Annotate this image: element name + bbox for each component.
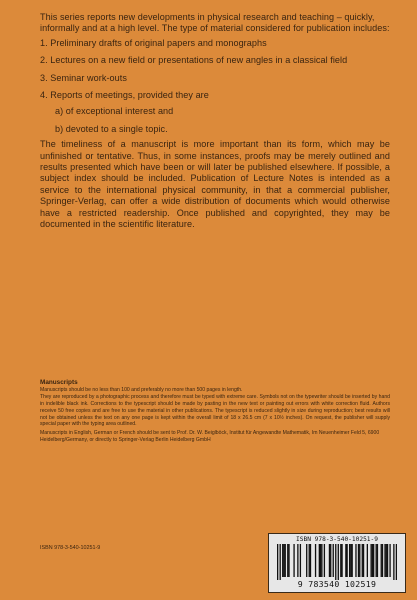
meeting-conditions-list (55, 106, 390, 135)
manuscripts-length: Manuscripts should be no less than 100 and preferably no more than 500 pages in length. (40, 386, 243, 393)
barcode-bar (315, 544, 316, 577)
isbn-text: ISBN 978-3-540-10251-9 (40, 545, 101, 551)
barcode-bar (297, 544, 298, 577)
barcode-bar (280, 544, 281, 580)
barcode-bar (389, 544, 390, 577)
barcode-bar (346, 544, 347, 577)
material-type-item-text: 4. Reports of meetings, provided they are (40, 90, 209, 101)
manuscripts-submission: Manuscripts in English, German or French should be sent to Prof. Dr. W. Beiglböck, Institut für Angewandte Mathematik, Im Neuenheimer Feld 5, 6900 Heidelberg/Germany, or directly to Springer-Verlag Berlin Heidelberg GmbH (40, 430, 380, 444)
barcode-bar (324, 544, 325, 577)
barcode-bar (306, 544, 307, 577)
barcode-bar (367, 544, 368, 577)
intro-body: The timeliness of a manuscript is more important than its form, which may be unfinished or tentative. Thus, in some instances, proofs may be merely outlined and results presented which have been or will later be published elsewhere. If possible, a subject index should be included. Publication of Lecture Notes is intended as a service to the international physical community, in that a commercial publisher, Springer-Verlag, can offer a wide distribution of documents which would otherwise have a restricted readership. Once published and copyrighted, they may be documented in the scientific literature. (40, 139, 390, 230)
barcode-isbn: ISBN 978-3-540-10251-9 (296, 536, 378, 543)
barcode-bar (393, 544, 394, 580)
barcode-bar (335, 544, 336, 580)
barcode-bar (329, 544, 330, 577)
barcode-bar (283, 544, 284, 577)
barcode-bar (287, 544, 288, 577)
barcode-bar (309, 544, 310, 577)
barcode-bar (363, 544, 364, 577)
barcode-bar (362, 544, 363, 577)
barcode-bar (300, 544, 301, 577)
material-type-item: 3. Seminar work-outs (40, 72, 127, 83)
barcode-bar (376, 544, 377, 577)
barcode-bar (396, 544, 397, 580)
manuscripts-heading: Manuscripts (40, 379, 78, 386)
barcode-bar (372, 544, 373, 577)
barcode-bar (288, 544, 289, 577)
barcode-bar (358, 544, 359, 577)
intro-lead: This series reports new developments in physical research and teaching – quickly, informally and at a high level. The type of material considered for publication includes: (40, 12, 390, 34)
barcode-bar (285, 544, 286, 577)
barcode-icon (277, 544, 397, 580)
material-type-item (40, 90, 390, 135)
meeting-condition-item: a) of exceptional interest and (55, 106, 174, 117)
meeting-condition-item: b) devoted to a single topic. (55, 123, 168, 134)
barcode-bar (282, 544, 283, 577)
barcode-bar (277, 544, 278, 580)
barcode-bar (370, 544, 371, 577)
barcode-bar (359, 544, 360, 577)
barcode-bar (319, 544, 320, 577)
barcode-bar (384, 544, 385, 577)
barcode-bar (349, 544, 350, 577)
barcode-bar (381, 544, 382, 577)
manuscripts-instructions: They are reproduced by a photographic process and therefore must be typed with extreme care. Symbols not on the typewriter should be inserted by hand in indelible black ink. Corrections to the typescript should be made by pasting in the new text or painting out errors with white correction fluid. Authors receive 50 free copies and are free to use the material in other publications. The typescript is reduced slightly in size during reproduction; best results will not be obtained unless the text on any one page is kept within the overall limit of 18 x 26.5 cm (7 x 10½ inches). On request, the publisher will supply special paper with the typing area outlined. (40, 393, 390, 428)
material-type-item: 1. Preliminary drafts of original papers and monographs (40, 37, 267, 48)
barcode-digits: 9 783540 102519 (297, 579, 377, 589)
barcode-bar (382, 544, 383, 577)
barcode-bar (321, 544, 322, 577)
barcode-bar (355, 544, 356, 577)
barcode-bar (310, 544, 311, 577)
barcode-bar (293, 544, 294, 577)
barcode-bar (333, 544, 334, 577)
barcode-bar (387, 544, 388, 577)
barcode-bar (345, 544, 346, 577)
barcode-bar (377, 544, 378, 577)
barcode-bar (373, 544, 374, 577)
barcode-bar (352, 544, 353, 577)
barcode-label (268, 533, 406, 593)
barcode-bar (340, 544, 341, 577)
barcode-bar (320, 544, 321, 577)
barcode-bar (350, 544, 351, 577)
barcode-bar (341, 544, 342, 577)
manuscripts-section (40, 380, 390, 444)
series-description (40, 12, 390, 231)
barcode-bar (386, 544, 387, 577)
barcode-bar (330, 544, 331, 577)
barcode-bar (338, 544, 339, 580)
material-types-list (40, 38, 390, 135)
material-type-item: 2. Lectures on a new field or presentations of new angles in a classical field (40, 55, 348, 66)
